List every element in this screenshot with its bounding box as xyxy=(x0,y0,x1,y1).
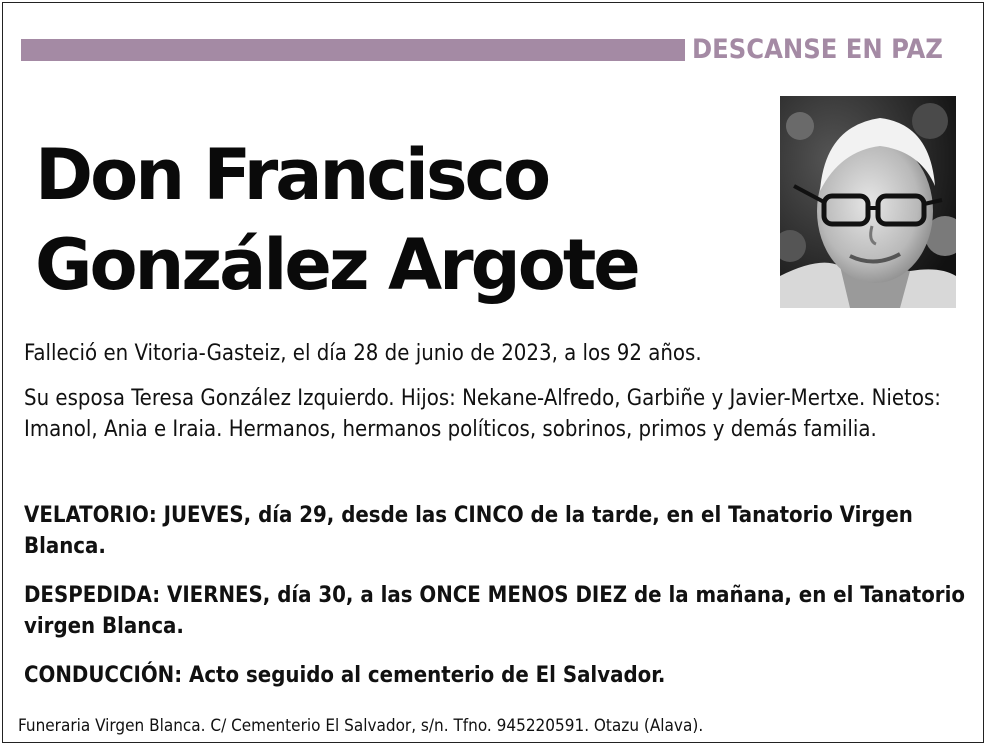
family-list: Su esposa Teresa González Izquierdo. Hijos: Nekane-Alfredo, Garbiñe y Javier-Mertxe. Nietos: Imanol, Ania e Iraia. Hermanos, hermanos políticos, sobrinos, primos y demás familia. xyxy=(24,386,941,442)
velatorio-info: VELATORIO: JUEVES, día 29, desde las CINCO de la tarde, en el Tanatorio Virgen Blanca. xyxy=(24,503,913,559)
deceased-name xyxy=(35,130,638,310)
portrait-photo xyxy=(780,96,956,308)
funeral-home-footer: Funeraria Virgen Blanca. C/ Cementerio El Salvador, s/n. Tfno. 945220591. Otazu (Alava). xyxy=(18,716,704,736)
despedida-info: DESPEDIDA: VIERNES, día 30, a las ONCE MENOS DIEZ de la mañana, en el Tanatorio virgen Blanca. xyxy=(24,583,965,639)
conduccion-info: CONDUCCIÓN: Acto seguido al cementerio de El Salvador. xyxy=(24,663,666,688)
header-bar xyxy=(21,39,685,61)
header-title: DESCANSE EN PAZ xyxy=(692,34,943,65)
name-line-1: Don Francisco xyxy=(35,134,549,216)
death-notice: Falleció en Vitoria-Gasteiz, el día 28 de junio de 2023, a los 92 años. xyxy=(24,341,702,366)
name-line-2: González Argote xyxy=(35,224,638,306)
